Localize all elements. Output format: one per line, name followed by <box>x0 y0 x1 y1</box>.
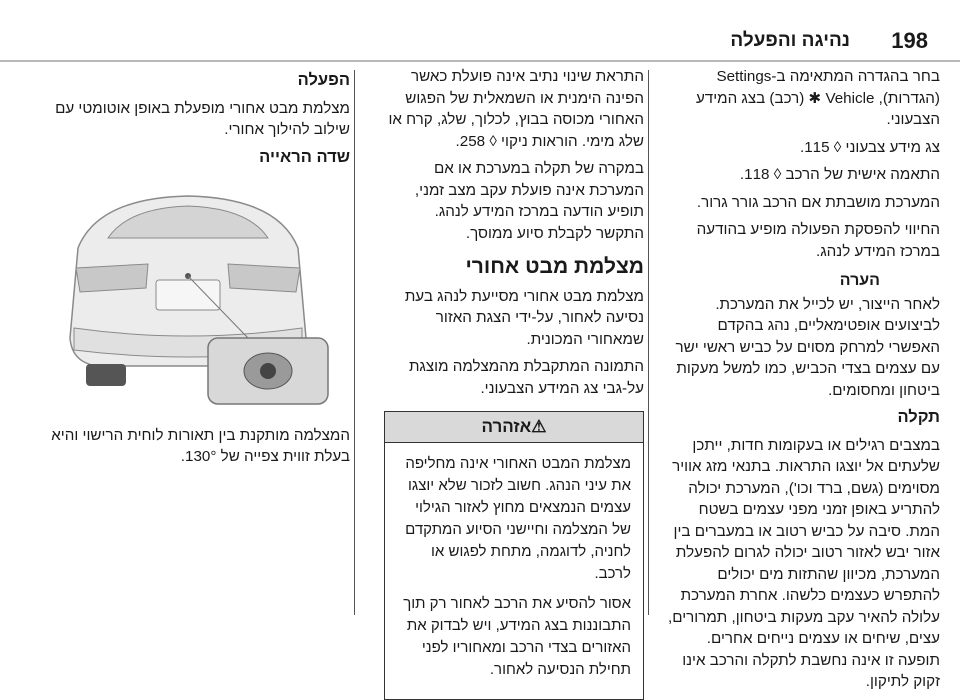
subsection-heading: הפעלה <box>297 71 350 89</box>
note-title: הערה <box>839 272 880 289</box>
warning-box <box>384 411 644 700</box>
rear-camera-illustration <box>38 188 338 410</box>
warning-header <box>385 412 643 443</box>
paragraph: בחר בהגדרה המתאימה ב-Settings (הגדרות), Vehicle ✱ (רכב) בצג המידע ‏ הצבעוני. <box>691 68 940 128</box>
paragraph: במקרה של תקלה במערכת או אם המערכת אינה פועלת עקב מצב זמני, תופיע הודעה במרכז המידע לנהג. התקשר לקבלת סיוע ממוסך. <box>414 160 644 242</box>
warning-paragraph: אסור להסיע את הרכב לאחור רק תוך התבוננות בצג המידע, ויש לבדוק את האזורים בצדי הרכב ומאחוריו לפני תחילת הנסיעה לאחור. <box>403 594 631 678</box>
paragraph: המצלמה מותקנת בין תאורות לוחית הרישוי והיא בעלת זווית צפייה של 130°. <box>51 426 350 465</box>
warning-title: אזהרה <box>481 417 532 436</box>
warning-body <box>385 443 643 699</box>
column-right <box>668 66 940 699</box>
paragraph: התראת שינוי נתיב אינה פועלת כאשר הפינה הימנית או השמאלית של הפגוש האחורי מכוסה בבוץ, לכלוך, שלג, קרח או שלג מימי. הוראות ניקוי ◊ 258. <box>388 68 644 150</box>
paragraph: מצלמת מבט אחורי מופעלת באופן אוטומטי עם שילוב להילוך אחורי. <box>55 99 350 138</box>
header-divider <box>0 60 960 62</box>
warning-paragraph: מצלמת המבט האחורי אינה מחליפה את עיני הנהג. חשוב לזכור שלא יוצגו עצמים הנמצאים מחוץ לאזור הגילוי של המצלמה וחיישני הסיוע המתקדם לחניה, לדוגמה, מתחת לפגוש או לרכב. <box>405 454 631 582</box>
warning-icon: ⚠ <box>531 417 547 436</box>
column-divider <box>354 70 355 615</box>
paragraph: החיווי להפסקת הפעולה מופיע בהודעה במרכז המידע לנהג. <box>696 221 940 260</box>
page-number: 198 <box>891 28 928 53</box>
section-title: נהיגה והפעלה <box>730 30 850 51</box>
note-body: לאחר הייצור, יש לכייל את המערכת. לביצועים אופטימאליים, נהג בהקדם האפשרי למרחק מסוים על כביש ראשי ישר עם עצמים בצדי הכביש, כמו למשל מעקות ביטחון ומחסומים. <box>675 295 940 399</box>
paragraph: צג מידע צבעוני ◊ 115. <box>800 138 940 156</box>
page-header <box>0 28 960 58</box>
column-left <box>25 66 350 474</box>
subsection-heading: תקלה <box>897 408 940 426</box>
section-heading: מצלמת מבט אחורי <box>465 255 644 278</box>
paragraph: מצלמת מבט אחורי מסייעת לנהג בעת נסיעה לאחור, על-ידי הצגת האזור שמאחורי המכונית. <box>404 287 644 348</box>
paragraph: המערכת מושבתת אם הרכב גורר גרור. <box>696 193 940 211</box>
paragraph: התאמה אישית של הרכב ◊ 118. <box>739 166 940 183</box>
paragraph: במצבים רגילים או בעקומות חדות, ייתכן שלעתים אל יוצגו התראות. בתנאי מזג אוויר מסוימים (גשם, ברד וכו'), המערכת יכולה להתריע באופן זמני מפני עצמים בשטח המת. סיבה על כביש רטוב או במעברים בין אזור יבש לאזור רטוב יכולה לגרום להפעלת המערכת, מכיוון שהתזות מים יכולים להתפרש כעצמים כלשהו. אחרת המערכת עלולה להאיר עקב מעקות ביטחון, תמרורים, עצים, שיחים או עצמים נייחים אחרים. תופעה זו אינה נחשבת לתקלה והרכב אינו זקוק לתיקון. <box>668 436 940 690</box>
column-middle <box>384 66 644 700</box>
column-divider <box>648 70 649 615</box>
paragraph: התמונה המתקבלת מהמצלמה מוצגת על-גבי צג המידע הצבעוני. <box>408 358 644 397</box>
subsection-heading: שדה הראייה <box>259 147 350 166</box>
